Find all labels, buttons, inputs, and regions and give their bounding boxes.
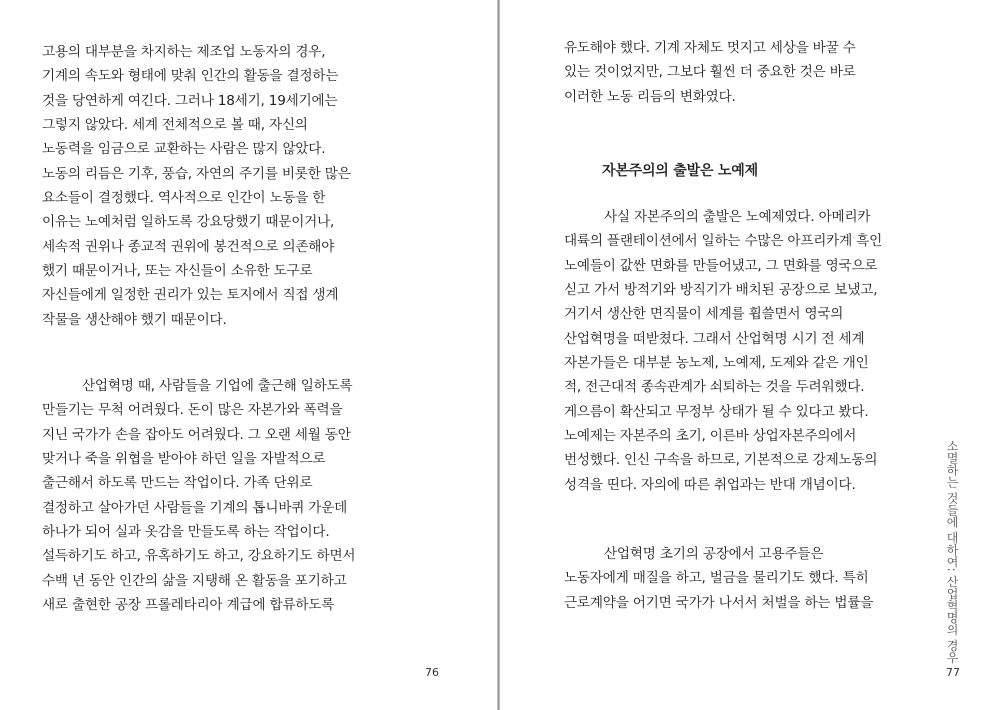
text-line: 유도해야 했다. 기계 자체도 멋지고 세상을 바꿀 수 (564, 40, 856, 56)
text-line: 이러한 노동 리듬의 변화였다. (564, 88, 736, 105)
text-line: 근로계약을 어기면 국가가 나서서 처벌을 하는 법률을 (564, 594, 874, 611)
text-line: 산업혁명 때, 사람들을 기업에 출근해 일하도록 (82, 378, 353, 394)
text-line: 했기 때문이거나, 또는 자신들이 소유한 도구로 (42, 263, 313, 280)
section-heading: 자본주의의 출발은 노예제 (602, 163, 758, 179)
right-paragraph-2 (564, 542, 873, 615)
text-line: 세속적 권위나 종교적 권위에 봉건적으로 의존해야 (42, 238, 335, 255)
text-line: 설득하기도 하고, 유혹하기도 하고, 강요하기도 하면서 (42, 548, 356, 565)
text-line: 노예제는 자본주의 초기, 이른바 상업자본주의에서 (564, 428, 857, 445)
text-line: 게으름이 확산되고 무정부 상태가 될 수 있다고 봤다. (564, 403, 869, 420)
text-line: 노동의 리듬은 기후, 풍습, 자연의 주기를 비롯한 많은 (42, 165, 351, 182)
text-line: 그렇지 않았다. 세계 전체적으로 볼 때, 자신의 (42, 117, 308, 134)
text-line: 사실 자본주의의 출발은 노예제였다. 아메리카 (604, 209, 871, 225)
text-line: 수백 년 동안 인간의 삶을 지탱해 온 활동을 포기하고 (42, 572, 347, 589)
text-line: 출근해서 하도록 만드는 작업이다. 가족 단위로 (42, 475, 313, 492)
text-line: 성격을 띤다. 자의에 따른 취업과는 반대 개념이다. (564, 476, 856, 493)
text-line: 결정하고 살아가던 사람들을 기계의 톱니바퀴 가운데 (42, 499, 348, 516)
text-line: 자신들에게 일정한 권리가 있는 토지에서 직접 생계 (42, 287, 339, 304)
text-line: 고용의 대부분을 차지하는 제조업 노동자의 경우, (42, 44, 326, 60)
running-title: 소멸하는 것들에 대하여: 산업혁명의 경우 (945, 440, 959, 664)
text-line: 산업혁명을 떠받쳤다. 그래서 산업혁명 시기 전 세계 (564, 330, 865, 347)
text-line: 거기서 생산한 면직물이 세계를 휩쓸면서 영국의 (564, 306, 844, 323)
text-line: 노예들이 값싼 면화를 만들어냈고, 그 면화를 영국으로 (564, 257, 878, 274)
left-page (0, 0, 498, 710)
left-paragraph-1 (42, 40, 351, 332)
text-line: 맞거나 죽을 위협을 받아야 하던 일을 자발적으로 (42, 451, 326, 468)
text-line: 산업혁명 초기의 공장에서 고용주들은 (604, 546, 824, 562)
page-number-right: 77 (946, 666, 960, 679)
text-line: 자본가들은 대부분 농노제, 노예제, 도제와 같은 개인 (564, 355, 869, 372)
text-line: 것을 당연하게 여긴다. 그러나 18세기, 19세기에는 (42, 92, 338, 109)
text-line: 요소들이 결정했다. 역사적으로 인간이 노동을 한 (42, 190, 326, 207)
text-line: 새로 출현한 공장 프롤레타리아 계급에 합류하도록 (42, 597, 335, 614)
right-paragraph-0 (564, 36, 856, 109)
text-line: 노동자에게 매질을 하고, 벌금을 물리기도 했다. 특히 (564, 570, 869, 587)
text-line: 지닌 국가가 손을 잡아도 어려웠다. 그 오랜 세월 동안 (42, 426, 351, 443)
text-line: 하나가 되어 실과 옷감을 만들도록 하는 작업이다. (42, 524, 330, 541)
page-number-left: 76 (425, 666, 439, 679)
text-line: 번성했다. 인신 구속을 하므로, 기본적으로 강제노동의 (564, 452, 878, 469)
right-paragraph-1 (564, 205, 882, 497)
left-paragraph-2 (42, 374, 355, 617)
right-page (502, 0, 1000, 710)
text-line: 대륙의 플랜테이션에서 일하는 수많은 아프리카계 흑인 (564, 233, 883, 250)
text-line: 이유는 노예처럼 일하도록 강요당했기 때문이거나, (42, 214, 335, 231)
text-line: 만들기는 무척 어려웠다. 돈이 많은 자본가와 폭력을 (42, 402, 343, 419)
book-gutter (497, 0, 500, 710)
text-line: 적, 전근대적 종속관계가 쇠퇴하는 것을 두려워했다. (564, 379, 865, 396)
text-line: 노동력을 임금으로 교환하는 사람은 많지 않았다. (42, 141, 326, 158)
text-line: 작물을 생산해야 했기 때문이다. (42, 311, 227, 328)
text-line: 기계의 속도와 형태에 맞춰 인간의 활동을 결정하는 (42, 68, 339, 85)
text-line: 싣고 가서 방적기와 방직기가 배치된 공장으로 보냈고, (564, 282, 878, 299)
text-line: 있는 것이었지만, 그보다 훨씬 더 중요한 것은 바로 (564, 64, 856, 81)
